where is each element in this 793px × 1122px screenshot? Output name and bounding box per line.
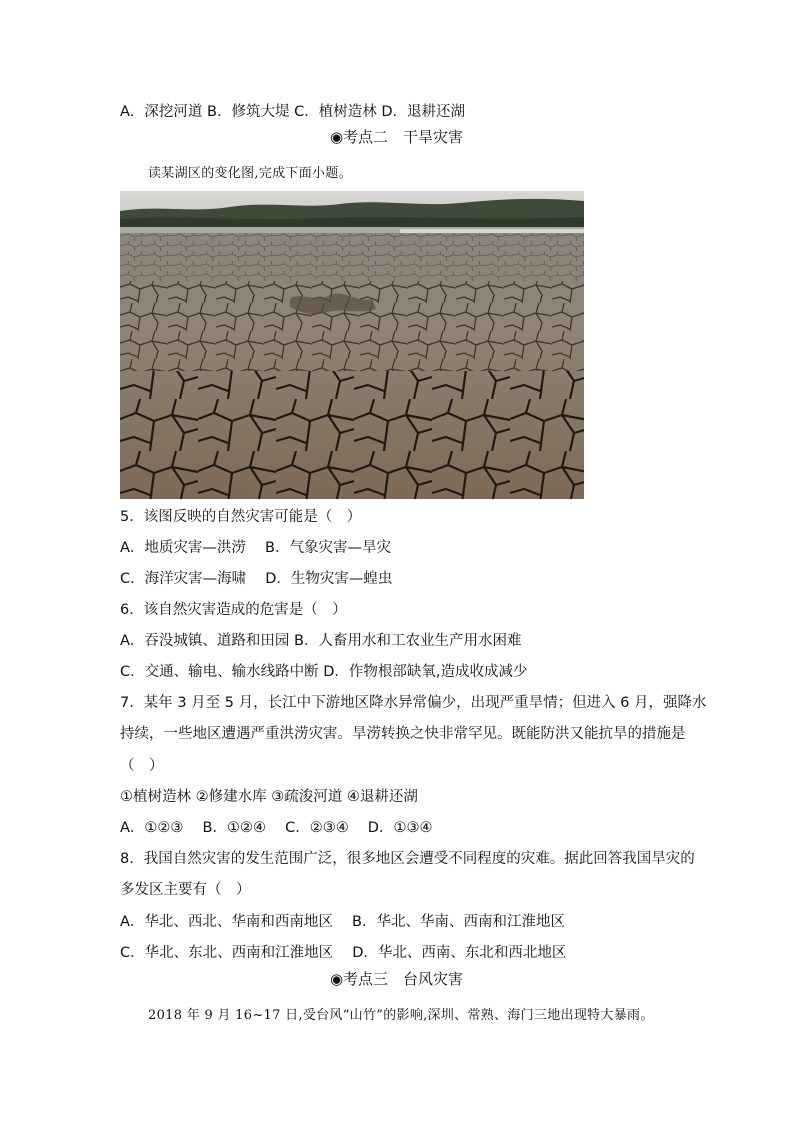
question-7-items: ①植树造林 ②修建水库 ③疏浚河道 ④退耕还湖 (120, 789, 418, 805)
intro-text-lake: 读某湖区的变化图,完成下面小题。 (148, 166, 352, 181)
intro-text-typhoon: 2018 年 9 月 16~17 日,受台风“山竹”的影响,深圳、常熟、海门三地出现特大暴雨。 (148, 1008, 654, 1023)
question-7-line-2: 持续，一些地区遭遇严重洪涝灾害。旱涝转换之快非常罕见。既能防洪又能抗旱的措施是 (120, 726, 686, 742)
question-6: 6．该自然灾害造成的危害是（ ） (120, 602, 347, 618)
question-7-options: A．①②③ B．①②④ C．②③④ D．①③④ (120, 820, 433, 836)
question-8-options-cd: C．华北、东北、西南和江淮地区 D．华北、西南、东北和西北地区 (120, 945, 567, 961)
cracked-lakebed-photo (120, 191, 584, 499)
question-5-options-ab: A．地质灾害—洪涝 B．气象灾害—旱灾 (120, 540, 391, 556)
question-6-options-cd: C．交通、输电、输水线路中断 D．作物根部缺氧,造成收成减少 (120, 664, 528, 680)
section-heading-typhoon: ◉考点三 台风灾害 (329, 970, 464, 988)
question-6-options-ab: A．吞没城镇、道路和田园 B．人畜用水和工农业生产用水困难 (120, 633, 522, 649)
question-7-line-1: 7．某年 3 月至 5 月，长江中下游地区降水异常偏少，出现严重旱情；但进入 6 月，强降水 (120, 695, 707, 711)
question-8-line-1: 8．我国自然灾害的发生范围广泛，很多地区会遭受不同程度的灾难。据此回答我国旱灾的 (120, 851, 695, 867)
question-7-line-3: （ ） (120, 758, 164, 774)
question-8-options-ab: A．华北、西北、华南和西南地区 B．华北、华南、西南和江淮地区 (120, 914, 565, 930)
question-5-options-cd: C．海洋灾害—海啸 D．生物灾害—蝗虫 (120, 571, 393, 587)
question-4-options: A．深挖河道 B．修筑大堤 C．植树造林 D．退耕还湖 (120, 104, 465, 120)
question-8-line-2: 多发区主要有（ ） (120, 882, 251, 898)
section-heading-drought: ◉考点二 干旱灾害 (329, 128, 464, 146)
question-5: 5．该图反映的自然灾害可能是（ ） (120, 509, 362, 525)
